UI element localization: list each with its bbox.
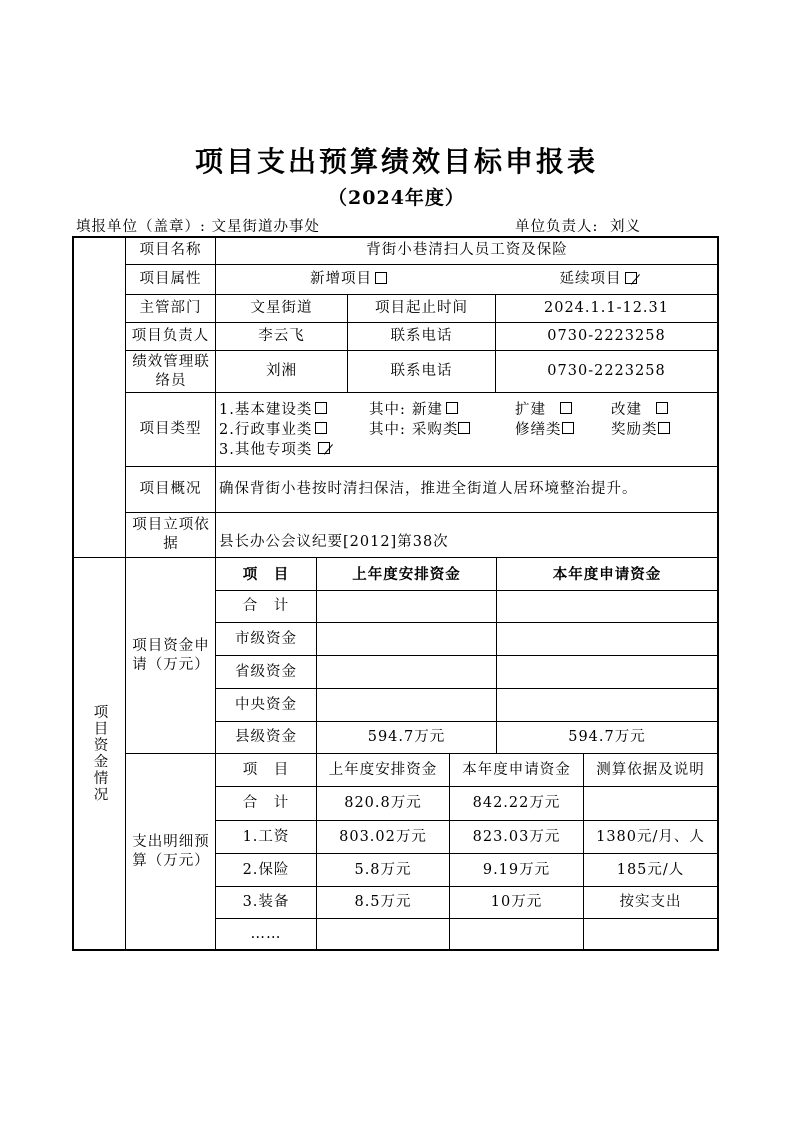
project-attribute-label: 项目属性	[139, 271, 202, 287]
detail-cell-2-item: 2.保险	[242, 861, 290, 878]
type-admin-checkbox	[315, 422, 327, 434]
filing-unit	[76, 215, 320, 236]
basis-value: 县长办公会议纪要[2012]第38次	[219, 533, 449, 550]
detail-cell-0-item: 合 计	[242, 795, 290, 811]
detail-cell-2-last: 5.8万元	[354, 861, 412, 878]
owner-phone-value: 0730-2223258	[547, 328, 666, 344]
apply-cell-0-last	[317, 591, 496, 622]
detail-header-0: 项 目	[242, 761, 290, 778]
detail-cell-4-item: ……	[250, 925, 282, 942]
perf-contact-value: 刘湘	[266, 363, 297, 379]
type-infra: 1.基本建设类	[219, 401, 327, 420]
owner-value: 李云飞	[258, 328, 305, 344]
apply-cell-2-item: 省级资金	[235, 663, 297, 680]
type-admin: 2.行政事业类	[219, 421, 327, 440]
detail-cell-0-this: 842.22万元	[472, 795, 561, 811]
period-value: 2024.1.1-12.31	[544, 300, 669, 316]
type-new-build-checkbox	[446, 402, 458, 414]
type-repair: 修缮类	[515, 421, 574, 440]
apply-header-0: 项 目	[242, 565, 290, 583]
type-special: 3.其他专项类	[219, 441, 330, 460]
apply-cell-2-last	[317, 656, 496, 688]
apply-cell-4-last: 594.7万元	[367, 729, 446, 745]
overview-value: 确保背街小巷按时清扫保洁，推进全街道人居环境整治提升。	[219, 481, 638, 497]
type-purchase: 其中: 采购类	[369, 421, 470, 440]
type-special-checkbox	[318, 442, 330, 454]
detail-cell-4-last	[317, 919, 449, 949]
attr-cont-checkbox	[625, 272, 637, 284]
apply-cell-0-item: 合 计	[242, 598, 290, 614]
perf-phone-value: 0730-2223258	[547, 363, 666, 379]
detail-header-1: 上年度安排资金	[328, 761, 438, 778]
perf-phone-label: 联系电话	[390, 363, 453, 379]
owner-label: 项目负责人	[131, 328, 210, 344]
basis-label: 项目立项依据	[132, 517, 210, 552]
detail-cell-3-last: 8.5万元	[354, 894, 412, 910]
unit-leader-label: 单位负责人:	[515, 219, 599, 235]
detail-cell-4-this	[450, 919, 583, 949]
funds-apply-label: 项目资金申请（万元）	[132, 637, 210, 673]
type-expand: 扩建	[515, 401, 572, 420]
detail-budget-label: 支出明细预算（万元）	[132, 833, 210, 869]
perf-contact-label: 绩效管理联络员	[132, 353, 210, 389]
detail-cell-0-last: 820.8万元	[344, 795, 422, 811]
detail-cell-0-note	[584, 787, 717, 820]
apply-cell-3-last	[317, 689, 496, 721]
type-rebuild: 改建	[611, 401, 668, 420]
attr-new-option	[216, 265, 481, 294]
apply-cell-0-this	[497, 591, 717, 622]
page-title: 项目支出预算绩效目标申报表	[194, 145, 598, 178]
project-type-label: 项目类型	[139, 421, 202, 437]
detail-cell-1-last: 803.02万元	[339, 828, 427, 845]
apply-cell-4-this: 594.7万元	[568, 729, 646, 745]
apply-cell-1-last	[317, 623, 496, 655]
apply-cell-3-item: 中央资金	[235, 696, 297, 713]
page-subtitle: （2024年度）	[328, 187, 465, 209]
detail-cell-1-item: 1.工资	[242, 828, 290, 845]
filing-unit-value: 文星街道办事处	[211, 219, 320, 235]
apply-cell-3-this	[497, 689, 717, 721]
detail-cell-3-item: 3.装备	[242, 894, 290, 910]
detail-cell-1-note: 1380元/月、人	[596, 828, 705, 845]
detail-cell-1-this: 823.03万元	[472, 828, 561, 845]
type-rebuild-checkbox	[656, 402, 668, 414]
type-infra-checkbox	[315, 402, 327, 414]
apply-header-2: 本年度申请资金	[552, 565, 662, 583]
detail-header-3: 测算依据及说明	[596, 761, 705, 778]
detail-cell-2-note: 185元/人	[616, 861, 685, 878]
type-reward-checkbox	[658, 422, 670, 434]
detail-cell-3-this: 10万元	[490, 894, 543, 910]
apply-cell-4-item: 县级资金	[235, 729, 297, 745]
apply-header-1: 上年度安排资金	[352, 565, 461, 583]
project-name-value: 背街小巷清扫人员工资及保险	[366, 242, 568, 258]
detail-header-2: 本年度申请资金	[462, 761, 571, 778]
type-repair-checkbox	[562, 422, 574, 434]
overview-label: 项目概况	[139, 481, 202, 497]
attr-cont-text: 延续项目	[559, 271, 622, 287]
type-new-build: 其中: 新建	[369, 401, 458, 420]
funds-section-label: 项目资金情况	[91, 704, 108, 803]
attr-new-text: 新增项目	[310, 271, 372, 287]
apply-cell-2-this	[497, 656, 717, 688]
attr-cont-option	[480, 265, 716, 294]
detail-cell-3-note: 按实支出	[619, 894, 682, 910]
owner-phone-label: 联系电话	[390, 328, 453, 344]
type-expand-checkbox	[560, 402, 572, 414]
period-label: 项目起止时间	[375, 300, 468, 316]
unit-leader	[515, 215, 641, 236]
project-name-label: 项目名称	[139, 242, 202, 258]
attr-new-checkbox	[375, 272, 387, 284]
dept-value: 文星街道	[250, 300, 313, 316]
type-purchase-checkbox	[458, 422, 470, 434]
detail-cell-2-this: 9.19万元	[482, 861, 551, 878]
filing-unit-label: 填报单位（盖章）:	[76, 219, 206, 235]
dept-label: 主管部门	[139, 300, 202, 316]
apply-cell-1-item: 市级资金	[235, 630, 297, 647]
type-reward: 奖励类	[611, 421, 670, 440]
apply-cell-1-this	[497, 623, 717, 655]
unit-leader-value: 刘义	[610, 219, 641, 235]
detail-cell-4-note	[584, 919, 717, 949]
